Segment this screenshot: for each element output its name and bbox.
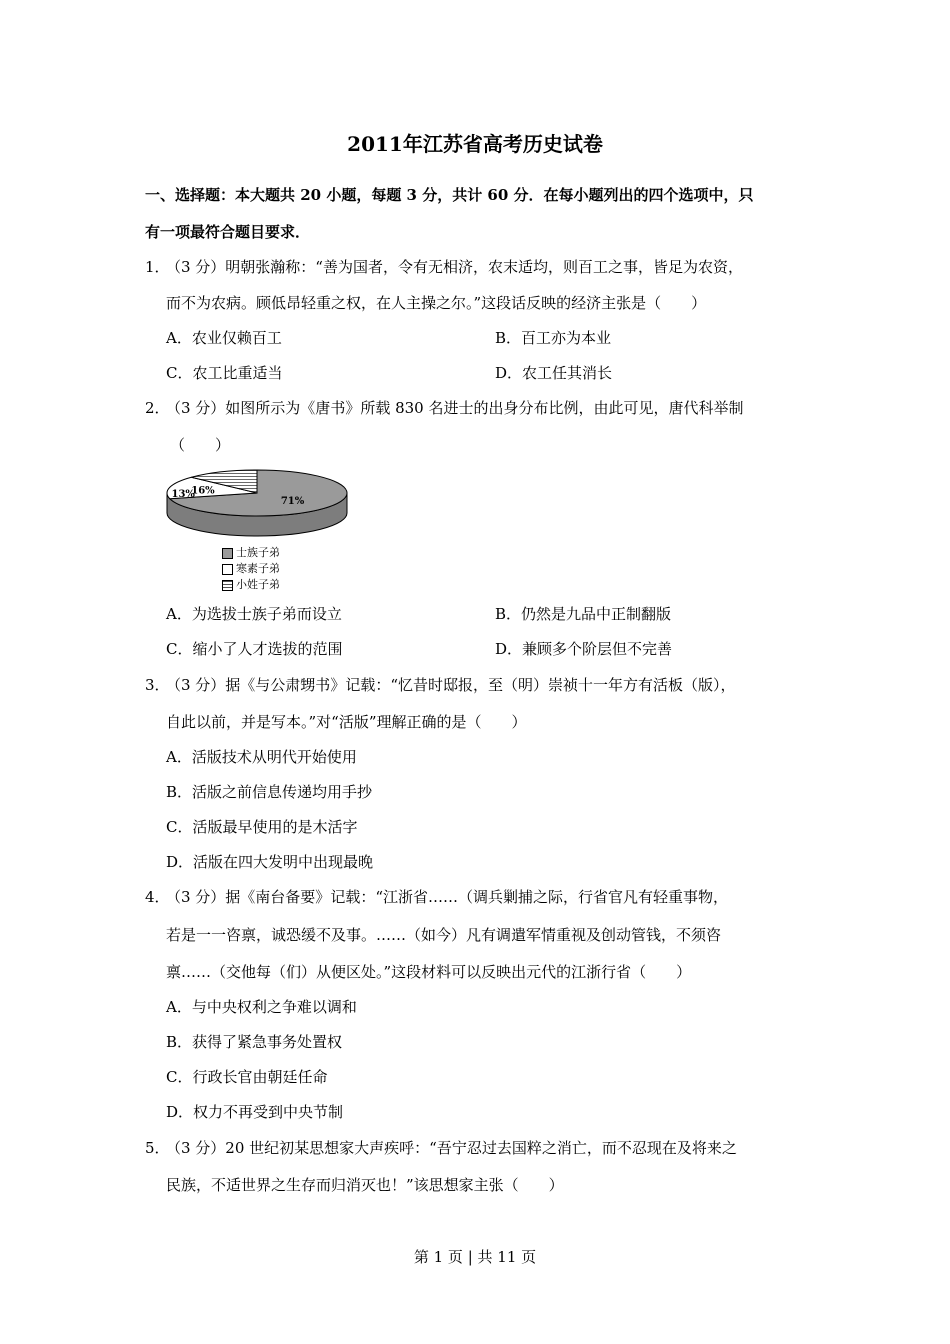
question-4-line2: 若是一一咨禀，诚恐缓不及事。……（如今）凡有调遣军情重视及创动管钱，不须咨: [166, 926, 722, 944]
question-5-number: 5．: [145, 1139, 170, 1157]
pie-label-shizu: 71%: [280, 496, 305, 508]
legend-item-xiaoxing: [222, 576, 280, 592]
question-2-option-b: B．仍然是九品中正制翻版: [495, 605, 672, 623]
question-1-line1: （3 分）明朝张瀚称：“善为国者，令有无相济，农末适均，则百工之事，皆足为农资，: [166, 258, 743, 276]
question-4-option-a: A．与中央权利之争难以调和: [166, 998, 357, 1016]
page-title: 2011年江苏省高考历史试卷: [347, 132, 603, 156]
question-3-number: 3．: [145, 676, 170, 694]
legend-swatch-xiaoxing: [222, 580, 233, 591]
question-2-option-d: D．兼顾多个阶层但不完善: [495, 640, 673, 658]
legend-label-hansu: 寒素子弟: [236, 562, 280, 575]
question-1-line2: 而不为农病。顾低昂轻重之权，在人主操之尔。”这段话反映的经济主张是（ ）: [166, 294, 707, 312]
question-2-line2: （ ）: [170, 436, 231, 454]
legend-swatch-shizu: [222, 548, 233, 559]
legend-item-hansu: [222, 560, 280, 576]
question-4-number: 4．: [145, 888, 170, 906]
question-2-number: 2．: [145, 399, 170, 417]
question-2-option-c: C．缩小了人才选拔的范围: [166, 640, 343, 658]
section-heading-line2: 有一项最符合题目要求．: [145, 223, 311, 241]
question-1-option-c: C．农工比重适当: [166, 364, 283, 382]
question-1-option-d: D．农工任其消长: [495, 364, 613, 382]
question-3-line2: 自此以前，并是写本。”对“活版”理解正确的是（ ）: [166, 713, 527, 731]
legend-item-shizu: [222, 544, 280, 560]
question-4-option-d: D．权力不再受到中央节制: [166, 1103, 344, 1121]
question-5-line2: 民族，不适世界之生存而归消灭也！”该思想家主张（ ）: [166, 1176, 564, 1194]
question-3-option-d: D．活版在四大发明中出现最晚: [166, 853, 374, 871]
question-1-option-b: B．百工亦为本业: [495, 329, 612, 347]
legend-label-shizu: 士族子弟: [236, 546, 280, 559]
question-1-number: 1．: [145, 258, 170, 276]
pie-label-xiaoxing: 13%: [171, 489, 195, 500]
page-footer: 第 1 页 | 共 11 页: [413, 1248, 537, 1266]
legend-swatch-hansu: [222, 564, 233, 575]
question-3-option-a: A．活版技术从明代开始使用: [166, 748, 357, 766]
question-3-option-c: C．活版最早使用的是木活字: [166, 818, 358, 836]
question-4-line1: （3 分）据《南台备要》记载：“江浙省……（调兵剿捕之际，行省官凡有轻重事物，: [166, 888, 728, 906]
question-4-line3: 禀……（交他每（们）从便区处。”这段材料可以反映出元代的江浙行省（ ）: [166, 963, 692, 981]
legend-label-xiaoxing: 小姓子弟: [236, 578, 280, 591]
question-2-option-a: A．为选拔士族子弟而设立: [166, 605, 342, 623]
question-3-line1: （3 分）据《与公肃甥书》记载：“忆昔时邸报，至（明）崇祯十一年方有活板（版），: [166, 676, 736, 694]
question-4-option-c: C．行政长官由朝廷任命: [166, 1068, 328, 1086]
question-5-line1: （3 分）20 世纪初某思想家大声疾呼：“吾宁忍过去国粹之消亡，而不忍现在及将来之: [166, 1139, 737, 1157]
section-heading-line1: 一、选择题：本大题共 20 小题，每题 3 分，共计 60 分．在每小题列出的四个选项中，只: [145, 186, 754, 204]
question-3-option-b: B．活版之前信息传递均用手抄: [166, 783, 373, 801]
question-2-line1: （3 分）如图所示为《唐书》所载 830 名进士的出身分布比例，由此可见，唐代科举制: [166, 399, 744, 417]
question-4-option-b: B．获得了紧急事务处置权: [166, 1033, 343, 1051]
question-1-option-a: A．农业仅赖百工: [166, 329, 282, 347]
pie-label-hansu: 16%: [191, 485, 215, 497]
